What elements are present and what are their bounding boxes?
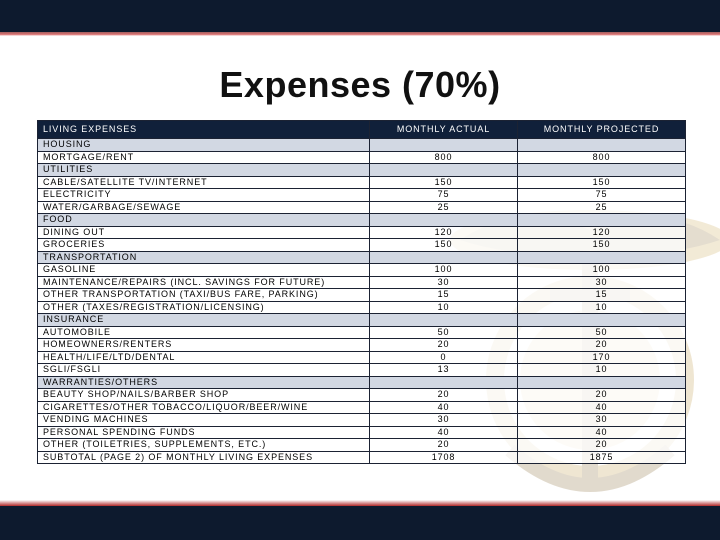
monthly-actual-value: 20 <box>370 389 518 402</box>
table-row <box>38 239 686 252</box>
monthly-projected-value: 30 <box>518 414 686 427</box>
header-band <box>0 0 720 32</box>
category-row <box>38 164 686 177</box>
monthly-actual-value: 25 <box>370 201 518 214</box>
monthly-projected-value: 20 <box>518 389 686 402</box>
expense-label: HOMEOWNERS/RENTERS <box>38 339 370 352</box>
monthly-actual-value: 100 <box>370 264 518 277</box>
expense-label: OTHER (TAXES/REGISTRATION/LICENSING) <box>38 301 370 314</box>
expense-label: PERSONAL SPENDING FUNDS <box>38 426 370 439</box>
monthly-projected-value: 20 <box>518 439 686 452</box>
monthly-projected-value: 50 <box>518 326 686 339</box>
category-label: HOUSING <box>38 139 370 152</box>
monthly-projected-header: MONTHLY PROJECTED <box>518 121 686 139</box>
monthly-actual-value: 20 <box>370 439 518 452</box>
category-label: INSURANCE <box>38 314 370 327</box>
monthly-projected-value: 10 <box>518 301 686 314</box>
table-row <box>38 201 686 214</box>
table-row <box>38 401 686 414</box>
monthly-actual-value: 150 <box>370 176 518 189</box>
monthly-projected-value: 75 <box>518 189 686 202</box>
table-row <box>38 326 686 339</box>
expense-label: VENDING MACHINES <box>38 414 370 427</box>
expense-label: CABLE/SATELLITE TV/INTERNET <box>38 176 370 189</box>
monthly-actual-value <box>370 164 518 177</box>
expense-label: AUTOMOBILE <box>38 326 370 339</box>
category-label: WARRANTIES/OTHERS <box>38 376 370 389</box>
monthly-projected-value <box>518 376 686 389</box>
expense-label: WATER/GARBAGE/SEWAGE <box>38 201 370 214</box>
monthly-projected-value: 10 <box>518 364 686 377</box>
table-row <box>38 439 686 452</box>
expense-label: SGLI/FSGLI <box>38 364 370 377</box>
monthly-projected-value: 800 <box>518 151 686 164</box>
living-expenses-header: LIVING EXPENSES <box>38 121 370 139</box>
monthly-actual-value: 30 <box>370 414 518 427</box>
monthly-projected-value: 15 <box>518 289 686 302</box>
monthly-actual-header: MONTHLY ACTUAL <box>370 121 518 139</box>
expense-label: HEALTH/LIFE/LTD/DENTAL <box>38 351 370 364</box>
expense-label: OTHER TRANSPORTATION (TAXI/BUS FARE, PARKING) <box>38 289 370 302</box>
category-row <box>38 376 686 389</box>
category-label: TRANSPORTATION <box>38 251 370 264</box>
monthly-projected-value: 30 <box>518 276 686 289</box>
slide-title: Expenses (70%) <box>219 64 501 105</box>
monthly-actual-value: 30 <box>370 276 518 289</box>
table-row <box>38 226 686 239</box>
monthly-projected-value <box>518 251 686 264</box>
monthly-actual-value <box>370 139 518 152</box>
monthly-projected-value: 20 <box>518 339 686 352</box>
category-row <box>38 314 686 327</box>
monthly-actual-value: 0 <box>370 351 518 364</box>
expense-label: BEAUTY SHOP/NAILS/BARBER SHOP <box>38 389 370 402</box>
monthly-projected-value: 1875 <box>518 451 686 464</box>
expense-label: CIGARETTES/OTHER TOBACCO/LIQUOR/BEER/WINE <box>38 401 370 414</box>
expense-label: GASOLINE <box>38 264 370 277</box>
expense-label: MAINTENANCE/REPAIRS (INCL. SAVINGS FOR FUTURE) <box>38 276 370 289</box>
monthly-actual-value <box>370 214 518 227</box>
table-row <box>38 339 686 352</box>
expense-label: SUBTOTAL (PAGE 2) OF MONTHLY LIVING EXPENSES <box>38 451 370 464</box>
table-header-row <box>38 121 686 139</box>
table-row <box>38 276 686 289</box>
expense-label: GROCERIES <box>38 239 370 252</box>
table-row <box>38 364 686 377</box>
monthly-projected-value <box>518 164 686 177</box>
monthly-actual-value: 1708 <box>370 451 518 464</box>
monthly-projected-value <box>518 314 686 327</box>
table-row <box>38 351 686 364</box>
monthly-projected-value: 100 <box>518 264 686 277</box>
monthly-actual-value: 10 <box>370 301 518 314</box>
monthly-actual-value <box>370 376 518 389</box>
monthly-actual-value <box>370 251 518 264</box>
monthly-actual-value: 50 <box>370 326 518 339</box>
monthly-actual-value: 150 <box>370 239 518 252</box>
monthly-actual-value: 13 <box>370 364 518 377</box>
expense-label: ELECTRICITY <box>38 189 370 202</box>
expense-label: MORTGAGE/RENT <box>38 151 370 164</box>
header-accent-stripe <box>0 32 720 36</box>
monthly-projected-value: 150 <box>518 176 686 189</box>
monthly-actual-value: 15 <box>370 289 518 302</box>
table-row <box>38 426 686 439</box>
category-label: FOOD <box>38 214 370 227</box>
monthly-actual-value: 75 <box>370 189 518 202</box>
monthly-projected-value: 25 <box>518 201 686 214</box>
monthly-projected-value <box>518 139 686 152</box>
table-row <box>38 264 686 277</box>
table-row <box>38 289 686 302</box>
expense-label: DINING OUT <box>38 226 370 239</box>
table-row <box>38 301 686 314</box>
table-row <box>38 451 686 464</box>
category-row <box>38 214 686 227</box>
expense-label: OTHER (TOILETRIES, SUPPLEMENTS, ETC.) <box>38 439 370 452</box>
table-row <box>38 189 686 202</box>
monthly-projected-value: 120 <box>518 226 686 239</box>
monthly-actual-value: 40 <box>370 426 518 439</box>
monthly-actual-value: 800 <box>370 151 518 164</box>
monthly-projected-value: 40 <box>518 401 686 414</box>
monthly-actual-value <box>370 314 518 327</box>
table-row <box>38 176 686 189</box>
monthly-projected-value: 40 <box>518 426 686 439</box>
monthly-actual-value: 40 <box>370 401 518 414</box>
table-row <box>38 389 686 402</box>
category-row <box>38 251 686 264</box>
table-row <box>38 414 686 427</box>
monthly-projected-value: 150 <box>518 239 686 252</box>
category-row <box>38 139 686 152</box>
monthly-actual-value: 20 <box>370 339 518 352</box>
table-row <box>38 151 686 164</box>
expenses-table <box>37 120 686 464</box>
monthly-actual-value: 120 <box>370 226 518 239</box>
monthly-projected-value: 170 <box>518 351 686 364</box>
monthly-projected-value <box>518 214 686 227</box>
footer-band <box>0 506 720 540</box>
category-label: UTILITIES <box>38 164 370 177</box>
